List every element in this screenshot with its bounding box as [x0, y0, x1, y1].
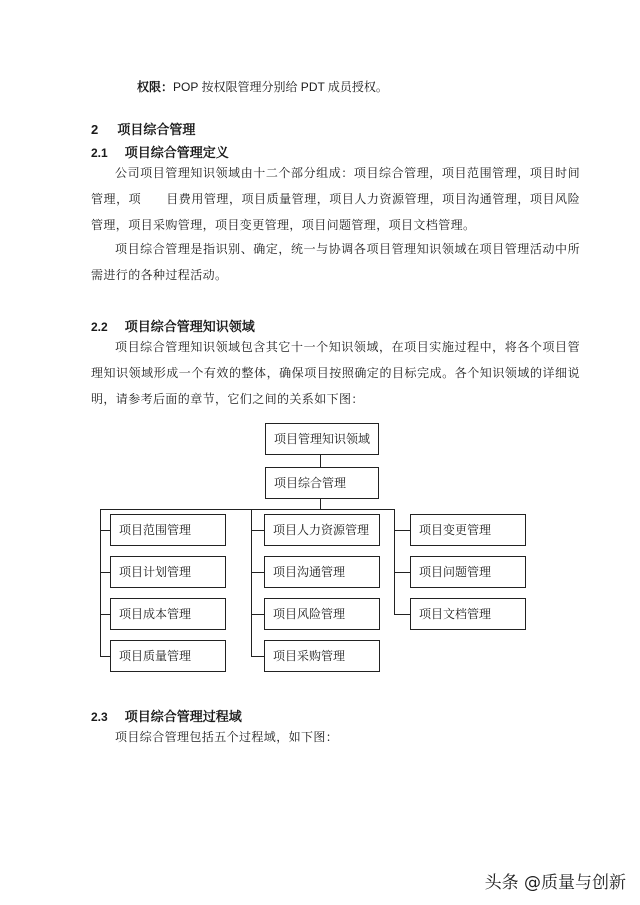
section-2-title: 项目综合管理: [117, 123, 196, 138]
connector-column3-item1: [394, 530, 410, 531]
authority-line: [137, 79, 388, 95]
diagram-change-box: 项目变更管理: [410, 514, 526, 546]
section-2-3-title: 项目综合管理过程域: [124, 710, 242, 725]
section-2-3-number: 2.3: [91, 710, 108, 724]
diagram-hr-box: 项目人力资源管理: [264, 514, 380, 546]
connector-column2-item3: [251, 614, 264, 615]
connector-column1-item2: [100, 572, 110, 573]
diagram-integration-box: 项目综合管理: [265, 467, 379, 499]
diagram-quality-box: 项目质量管理: [110, 640, 226, 672]
diagram-procurement-box: 项目采购管理: [264, 640, 380, 672]
section-2-2-number: 2.2: [91, 320, 108, 334]
connector-column2-item1: [251, 530, 264, 531]
section-2-3-heading: [91, 706, 242, 725]
section-2-3-paragraph: 项目综合管理包括五个过程域，如下图：: [115, 730, 339, 744]
connector-column3-vertical: [394, 509, 395, 614]
diagram-document-box: 项目文档管理: [410, 598, 526, 630]
section-2-heading: [91, 119, 195, 138]
section-2-1-heading: [91, 142, 229, 161]
connector-column3-item2: [394, 572, 410, 573]
diagram-issue-box: 项目问题管理: [410, 556, 526, 588]
connector-column1-item4: [100, 656, 110, 657]
section-2-2-heading: [91, 316, 255, 335]
section-2-2-paragraph: 项目综合管理知识领域包含其它十一个知识领域，在项目实施过程中，将各个项目管理知识领域形成一个有效的整体，确保项目按照确定的目标完成。各个知识领域的详细说明，请参考后面的章节，它们之间的关系如下图：: [91, 340, 580, 406]
diagram-scope-box: 项目范围管理: [110, 514, 226, 546]
diagram-plan-box: 项目计划管理: [110, 556, 226, 588]
connector-integration-bus: [320, 499, 321, 509]
diagram-risk-box: 项目风险管理: [264, 598, 380, 630]
diagram-cost-box: 项目成本管理: [110, 598, 226, 630]
connector-column1-item1: [100, 530, 110, 531]
connector-root-integration: [320, 455, 321, 467]
diagram-root-box: 项目管理知识领域: [265, 423, 379, 455]
connector-column2-vertical: [251, 509, 252, 656]
connector-column2-item2: [251, 572, 264, 573]
authority-label: 权限：: [137, 80, 174, 94]
authority-text: POP 按权限管理分别给 PDT 成员授权。: [173, 80, 388, 94]
connector-horizontal-bus: [100, 509, 394, 510]
connector-column1-vertical: [100, 509, 101, 656]
section-2-1-title: 项目综合管理定义: [124, 146, 229, 161]
section-2-1-paragraph-2: 项目综合管理是指识别、确定，统一与协调各项目管理知识领域在项目管理活动中所需进行的各种过程活动。: [91, 242, 580, 282]
connector-column3-item3: [394, 614, 410, 615]
section-2-2-title: 项目综合管理知识领域: [124, 320, 255, 335]
section-2-1-number: 2.1: [91, 146, 108, 160]
connector-column1-item3: [100, 614, 110, 615]
watermark: 头条 @质量与创新: [484, 873, 626, 893]
section-2-number: 2: [91, 122, 99, 137]
section-2-1-paragraph-1: 公司项目管理知识领域由十二个部分组成：项目综合管理，项目范围管理，项目时间管理，项 目费用管理，项目质量管理，项目人力资源管理，项目沟通管理，项目风险管理，项目采购管理，项目变更管理，项目问题管理，项目文档管理。: [91, 166, 580, 232]
diagram-communication-box: 项目沟通管理: [264, 556, 380, 588]
connector-column2-item4: [251, 656, 264, 657]
